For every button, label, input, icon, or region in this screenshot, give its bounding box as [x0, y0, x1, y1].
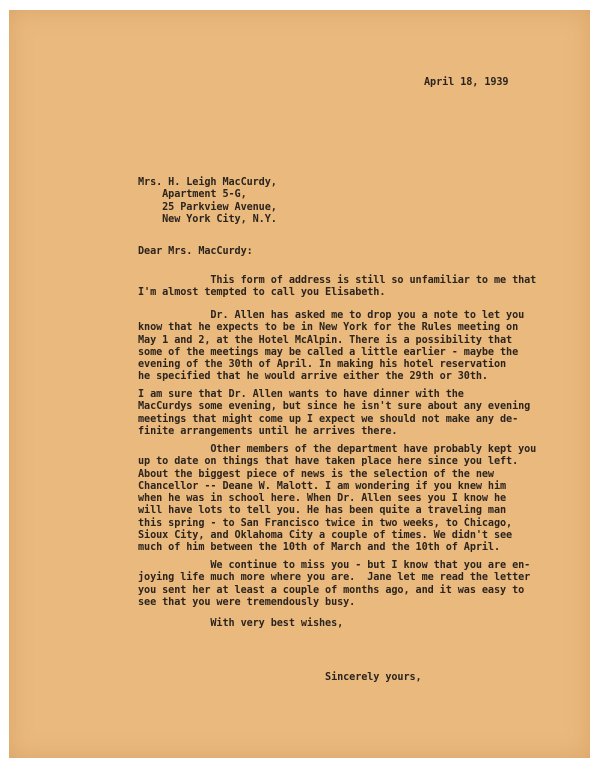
letter-page	[9, 10, 590, 758]
paragraph-1: This form of address is still so unfamiliar to me that I'm almost tempted to call you Elisabeth.	[138, 275, 537, 299]
paragraph-4: Other members of the department have probably kept you up to date on things that have taken place here since you left. About the biggest piece of news is the selection of the new Chancellor -- Deane W. Malott. I am wondering if you knew him when he was in school here. When Dr. Allen sees you I know he will have lots to tell you. He has been quite a traveling man this spring - to San Francisco twice in two weeks, to Chicago, Sioux City, and Oklahoma City a couple of times. We didn't see much of him between the 10th of March and the 10th of April.	[138, 444, 537, 554]
closing-wishes: With very best wishes,	[138, 618, 344, 629]
salutation: Dear Mrs. MacCurdy:	[138, 246, 253, 257]
recipient-address: Mrs. H. Leigh MacCurdy, Apartment 5-G, 25 Parkview Avenue, New York City, N.Y.	[138, 177, 277, 225]
paragraph-3: I am sure that Dr. Allen wants to have dinner with the MacCurdys some evening, but since he isn't sure about any evening meetings that might come up I expect we should not make any de- finite arrangements until he arrives there.	[138, 389, 531, 437]
paragraph-2: Dr. Allen has asked me to drop you a note to let you know that he expects to be in New York for the Rules meeting on May 1 and 2, at the Hotel McAlpin. There is a possibility that some of the meetings may be called a little earlier - maybe the evening of the 30th of April. In making his hotel reservation he specified that he would arrive either the 29th or 30th.	[138, 310, 525, 383]
letter-date: April 18, 1939	[424, 77, 509, 88]
closing-signoff: Sincerely yours,	[138, 672, 422, 683]
paragraph-5: We continue to miss you - but I know that you are en- joying life much more where you are. Jane let me read the letter you sent her at least a couple of months ago, and it was easy to see that you were tremendously busy.	[138, 560, 531, 608]
